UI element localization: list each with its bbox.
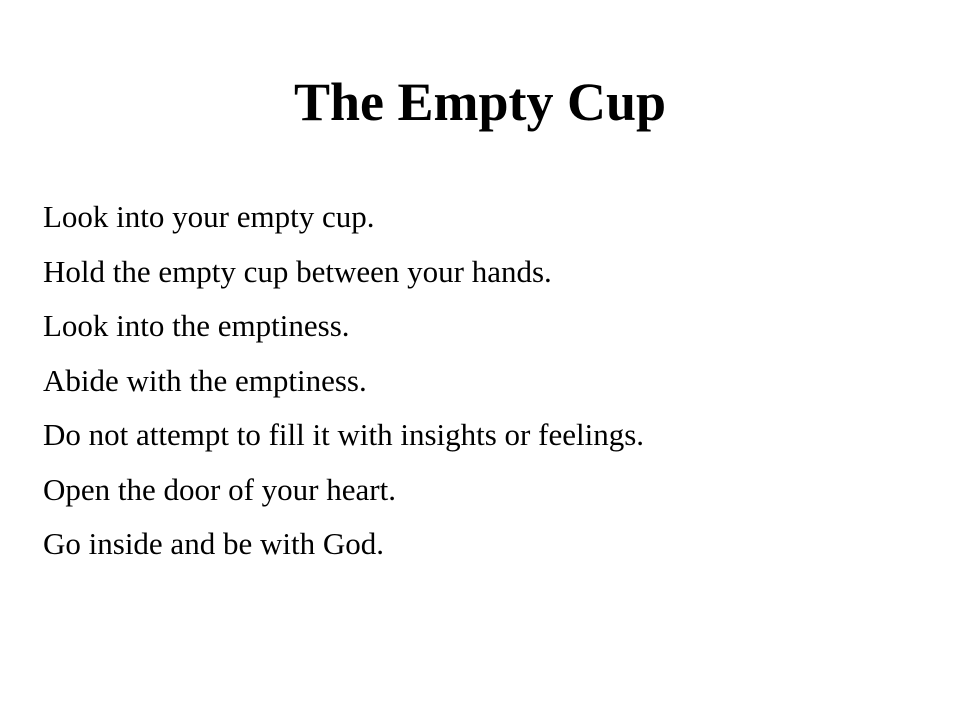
body-line: Abide with the emptiness.	[43, 362, 367, 398]
body-line: Hold the empty cup between your hands.	[43, 253, 552, 289]
body-line: Look into the emptiness.	[43, 308, 350, 343]
slide-body	[43, 190, 933, 572]
body-line: Look into your empty cup.	[43, 199, 375, 234]
body-line: Go inside and be with God.	[43, 526, 384, 561]
body-line: Do not attempt to fill it with insights or feelings.	[43, 417, 645, 452]
body-line: Open the door of your heart.	[43, 471, 396, 507]
slide-title: The Empty Cup	[293, 72, 667, 132]
